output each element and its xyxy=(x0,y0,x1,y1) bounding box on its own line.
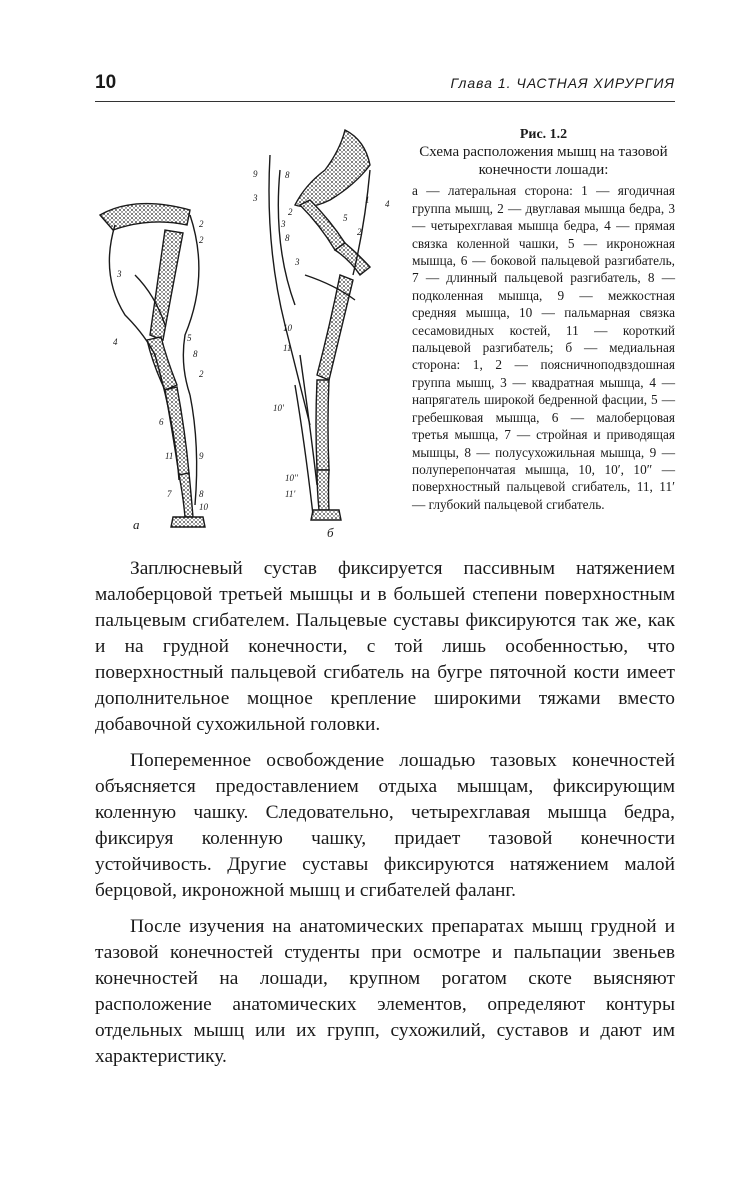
figure-legend: а — латеральная сторона: 1 — ягодичная группа мышц, 2 — двуглавая мышца бедра, 3 — четырехглавая мышца бедра, 4 — прямая связка коленной чашки, 5 — икроножная мышца, 6 — боковой пальцевой разгибатель, 7 — длинный пальцевой разгибатель, 8 — подколенная мышца, 9 — межкостная средняя мышца, 10 — пальмарная связка сесамовидных костей, 11 — короткий пальцевой разгибатель; б — медиальная сторона: 1, 2 — поясничноподвздошная группа мышц, 3 — квадратная мышца, 4 — напрягатель широкой бедренной фасции, 5 — гребешковая мышца, 6 — малоберцовая третья мышца, 7 — стройная и приводящая мышцы, 8 — полусухожильная мышца, 9 — полуперепончатая мышца, 10, 10′, 10″ — поверхностный пальцевой сгибатель, 11, 11′ — глубокий пальцевой сгибатель. xyxy=(412,183,675,512)
hind-limb-illustration xyxy=(95,125,405,545)
running-head: Глава 1. ЧАСТНАЯ ХИРУРГИЯ xyxy=(450,75,675,91)
svg-text:11: 11 xyxy=(283,343,292,353)
svg-text:4: 4 xyxy=(113,337,118,347)
svg-text:2: 2 xyxy=(288,207,293,217)
svg-text:3: 3 xyxy=(281,219,286,229)
figure-title: Схема расположения мышц на тазовой конечности лошади: xyxy=(419,144,668,179)
panel-a-label: а xyxy=(133,517,140,532)
paragraph: После изучения на анатомических препаратах мышц грудной и тазовой конечностей студенты при осмотре и пальпации звеньев конечностей на лошади, крупном рогатом скоте выясняют расположение анатомических элементов, определяют контуры отдельных мышц или их групп, сухожилий, суставов и дают им характеристику. xyxy=(95,916,675,1067)
svg-text:5: 5 xyxy=(187,333,192,343)
svg-text:11': 11' xyxy=(285,489,296,499)
svg-text:5: 5 xyxy=(343,213,348,223)
svg-text:8: 8 xyxy=(193,349,198,359)
svg-text:10'': 10'' xyxy=(285,473,298,483)
page-header xyxy=(95,72,675,98)
body-text xyxy=(95,556,675,1080)
svg-text:11: 11 xyxy=(165,451,174,461)
svg-text:7: 7 xyxy=(167,489,172,499)
svg-text:3: 3 xyxy=(253,193,258,203)
svg-text:8: 8 xyxy=(285,170,290,180)
svg-text:2: 2 xyxy=(357,227,362,237)
panel-a-lateral xyxy=(100,204,205,527)
svg-text:9: 9 xyxy=(199,451,204,461)
figure-caption xyxy=(412,126,675,513)
svg-text:4: 4 xyxy=(385,199,390,209)
panel-b-label: б xyxy=(327,525,334,540)
svg-text:8: 8 xyxy=(285,233,290,243)
svg-text:10': 10' xyxy=(273,403,284,413)
svg-text:2: 2 xyxy=(199,219,204,229)
paragraph: Попеременное освобождение лошадью тазовых конечностей объясняется предоставлением отдыха мышцам, фиксирующим коленную чашку. Следовательно, четырехглавая мышца бедра, фиксируя коленную чашку, придает тазовой конечности устойчивость. Другие суставы фиксируются натяжением малой берцовой, икроножной мышц и сгибателей фаланг. xyxy=(95,750,675,901)
svg-text:1: 1 xyxy=(365,195,370,205)
svg-text:10: 10 xyxy=(199,502,208,512)
svg-text:6: 6 xyxy=(159,417,164,427)
svg-text:2: 2 xyxy=(199,369,204,379)
svg-text:9: 9 xyxy=(253,169,258,179)
svg-text:10: 10 xyxy=(283,323,292,333)
paragraph: Заплюсневый сустав фиксируется пассивным натяжением малоберцовой третьей мышцы и в большей степени поверхностным пальцевым сгибателем. Пальцевые суставы фиксируются так же, как и на грудной конечности, с той лишь особенностью, что поверхностный пальцевой сгибатель на бугре пяточной кости имеет дополнительное мощное крепление широкими тяжами вместо добавочной сухожильной головки. xyxy=(95,558,675,735)
figure-number: Рис. 1.2 xyxy=(519,127,568,142)
svg-text:3: 3 xyxy=(295,257,300,267)
figure-hind-limb xyxy=(95,125,405,545)
page-number: 10 xyxy=(95,72,117,93)
svg-text:3: 3 xyxy=(117,269,122,279)
svg-text:8: 8 xyxy=(199,489,204,499)
svg-text:2: 2 xyxy=(199,235,204,245)
header-rule xyxy=(95,101,675,102)
